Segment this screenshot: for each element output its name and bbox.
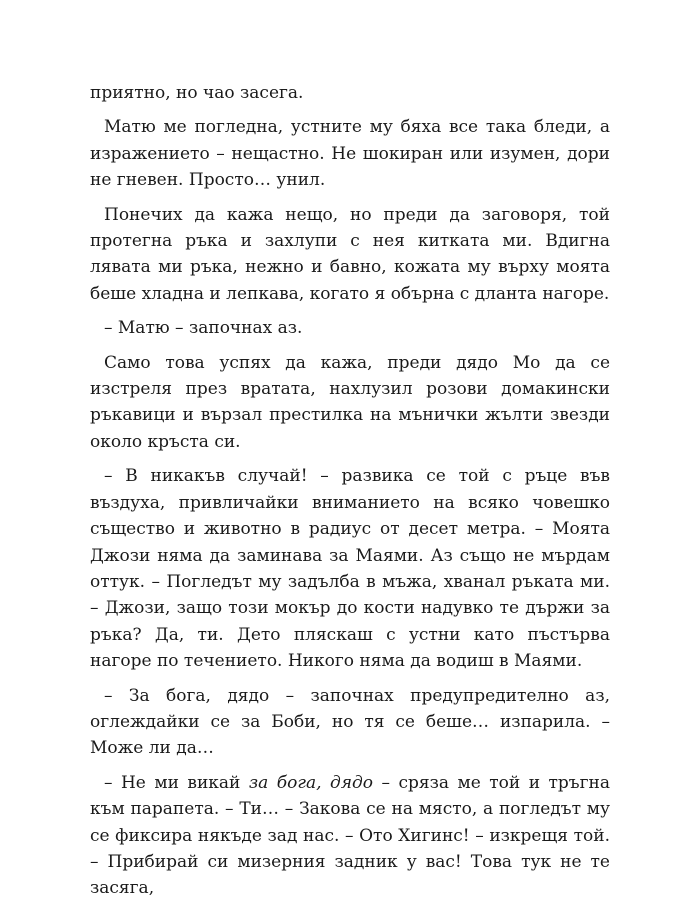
paragraph-text: – Не ми викай [104,772,249,793]
paragraph-8 [90,770,610,902]
paragraph-text: – В никакъв случай! – развика се той с ръце във въздуха, привличайки вниманието на всяко човешко същество и животно в радиус от десет метра. – Моята Джози няма да заминава за Маями. Аз също не мърдам оттук. – Погледът му задълба в мъжа, хванал ръката ми. – Джози, защо този мокър до кости надувко те държи за ръка? Да, ти. Дето пляскаш с устни като пъстърва нагоре по течението. Никого няма да водиш в Маями. [90,466,610,672]
paragraph-text: – За бога, дядо – започнах предупредително аз, оглеждайки се за Боби, но тя се беше… изпарила. – Може ли да… [90,685,610,759]
paragraph-text: Понечих да кажа нещо, но преди да заговоря, той протегна ръка и захлупи с нея китката ми. Вдигна лявата ми ръка, нежно и бавно, кожата му върху моята беше хладна и лепкава, когато я обърна с дланта нагоре. [90,204,610,304]
book-page [90,80,610,910]
paragraph-1 [90,80,610,106]
paragraph-text: Само това успях да кажа, преди дядо Мо да се изстреля през вратата, нахлузил розови домакински ръкавици и вързал престилка на мънички жълти звезди около кръста си. [90,352,610,452]
paragraph-4 [90,315,610,341]
paragraph-text: – Матю – започнах аз. [104,318,303,339]
paragraph-5 [90,350,610,456]
italic-phrase: за бога, дядо [248,772,374,793]
paragraph-text: – сряза ме той и тръгна към парапета. – Ти… – Закова се на място, а погледът му се фиксира някъде зад нас. – Ото Хигинс! – изкрещя той. – Прибирай си мизерния задник у вас! Това тук не те засяга, [90,772,610,899]
paragraph-3 [90,202,610,308]
paragraph-2 [90,114,610,193]
paragraph-text: приятно, но чао засега. [90,83,304,103]
paragraph-6 [90,463,610,674]
paragraph-text: Матю ме погледна, устните му бяха все така бледи, а изражението – нещастно. Не шокиран или изумен, дори не гневен. Просто… унил. [90,117,610,191]
paragraph-7 [90,683,610,762]
